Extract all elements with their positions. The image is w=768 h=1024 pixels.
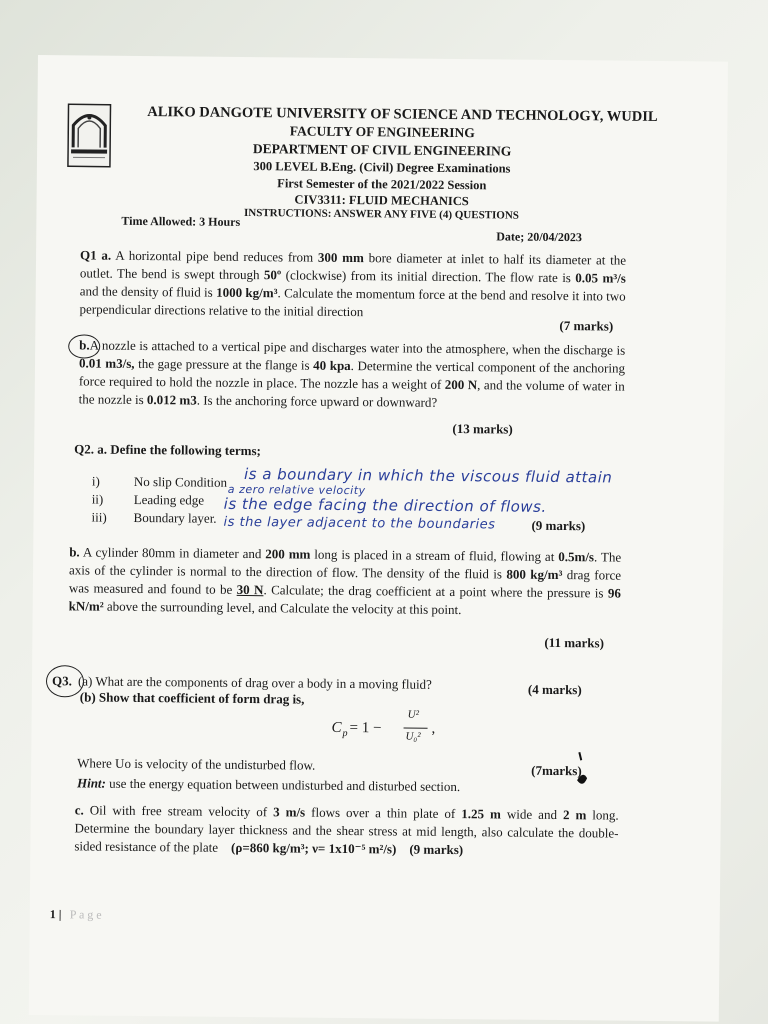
q2b-label: b. <box>69 544 80 560</box>
exam-paper <box>29 55 728 1022</box>
page-number: 1 | <box>49 907 62 922</box>
faculty-name: FACULTY OF ENGINEERING <box>289 123 475 141</box>
handwritten-answer-no-slip: is a boundary in which the viscous fluid attain <box>243 464 613 487</box>
q1b-marks: (13 marks) <box>452 420 513 437</box>
department-name: DEPARTMENT OF CIVIL ENGINEERING <box>252 141 512 159</box>
q1a-label: Q1 a. <box>80 247 112 263</box>
q3c-label: c. <box>74 802 84 818</box>
q1a-text: Q1 a. A horizontal pipe bend reduces from 300 mm bore diameter at inlet to half its diameter at the outlet. The bend is swept through 50º (clockwise) from its initial direction. The flow rate is 0.05 m³/s and the density of fluid is 1000 kg/m³. Calculate the momentum force at the bend and resolve it into two perpendicular directions relative to the initial direction <box>79 247 627 320</box>
q2a-term-1: No slip Condition <box>133 473 228 490</box>
q2a-term-2: Leading edge <box>133 491 205 508</box>
q2a-term-1-num: i) <box>91 473 100 489</box>
q1b-label: b. <box>79 337 90 353</box>
university-name: ALIKO DANGOTE UNIVERSITY OF SCIENCE AND TECHNOLOGY, WUDIL <box>147 104 658 125</box>
q2b-text: b. A cylinder 80mm in diameter and 200 mm long is placed in a stream of fluid, flowing at 0.5m/s. The axis of the cylinder is normal to the direction of flow. The density of the fluid is 800 kg/m³ drag force was measured and found to be 30 N. Calculate; the drag coefficient at a point where the pressure is 96 kN/m² above the surrounding level, and Calculate the velocity at this point. <box>68 544 622 618</box>
q3b-text: (b) Show that coefficient of form drag is, <box>79 689 305 707</box>
exam-date: Date; 20/04/2023 <box>496 229 582 245</box>
q3b-hint: Hint: use the energy equation between undisturbed and disturbed section. <box>76 775 461 795</box>
handwritten-answer-boundary-layer: is the layer adjacent to the boundaries <box>223 514 496 533</box>
q1b-text: b.A nozzle is attached to a vertical pipe and discharges water into the atmosphere, when the discharge is 0.01 m3/s, the gage pressure at the flange is 40 kpa. Determine the vertical component of the anchoring force required to hold the nozzle in place. The nozzle has a weight of 200 N, and the volume of water in the nozzle is 0.012 m3. Is the anchoring force upward or downward? <box>78 337 626 410</box>
q3b-marks: (7marks) <box>531 762 582 779</box>
q2a-intro: Q2. a. Define the following terms; <box>74 441 261 459</box>
exam-semester: First Semester of the 2021/2022 Session <box>277 176 487 193</box>
q2a-marks: (9 marks) <box>531 517 586 534</box>
time-allowed: Time Allowed: 3 Hours <box>121 213 241 229</box>
q2a-term-2-num: ii) <box>91 491 104 507</box>
exam-level: 300 LEVEL B.Eng. (Civil) Degree Examinations <box>253 159 511 176</box>
handwritten-answer-leading-edge: is the edge facing the direction of flows. <box>223 494 547 516</box>
page-label: P a g e <box>69 907 102 922</box>
q1a-marks: (7 marks) <box>559 318 614 334</box>
q2a-term-3: Boundary layer. <box>133 509 217 526</box>
q2a-term-3-num: iii) <box>91 509 107 525</box>
q3a-text: (a) What are the components of drag over a body in a moving fluid? <box>77 673 432 692</box>
ink-mark-icon <box>573 750 591 790</box>
q3c-text: c. Oil with free stream velocity of 3 m/s flows over a thin plate of 1.25 m wide and 2 m long. Determine the boundary layer thickness and the shear stress at mid length, also calculate the double-sided resistance of the plate (ρ=860 kg/m³; ν= 1x10⁻⁵ m²/s) (9 marks) <box>74 802 619 858</box>
exam-instructions: INSTRUCTIONS: ANSWER ANY FIVE (4) QUESTIONS <box>243 206 520 222</box>
q3a-marks: (4 marks) <box>527 681 582 698</box>
q3-label: Q3. <box>51 673 72 689</box>
q3b-where: Where Uo is velocity of the undisturbed flow. <box>77 755 316 773</box>
handwritten-answer-no-slip-2: a zero relative velocity <box>227 482 366 498</box>
q2b-marks: (11 marks) <box>544 634 605 651</box>
course-title: CIV3311: FLUID MECHANICS <box>294 192 469 209</box>
